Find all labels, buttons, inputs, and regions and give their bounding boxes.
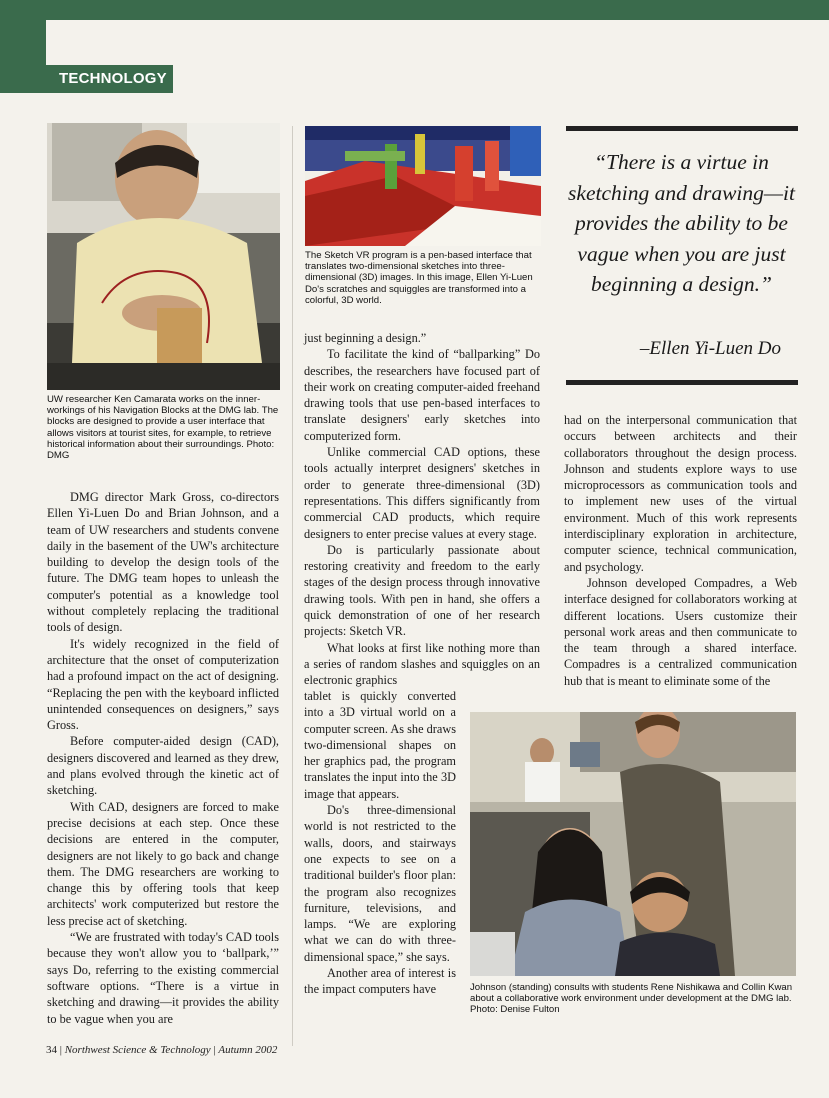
paragraph: Before computer-aided design (CAD), designers discovered and learned as they drew, and plans evolved through the kinetic act of sketching. [47,734,279,798]
photo-sketch-vr-caption: The Sketch VR program is a pen-based interface that translates two-dimensional sketches into three-dimensional (3D) images. In this image, Ellen Yi-Luen Do's scratches and squiggles are transformed into a colorful, 3D world. [305,250,533,306]
photo-lab-group [470,712,796,976]
paragraph: It's widely recognized in the field of architecture that the onset of computerization had a profound impact on the act of designing. “Replacing the pen with the keyboard inflicted unintended consequences on designers,” says Gross. [47,636,279,733]
paragraph: DMG director Mark Gross, co-directors Ellen Yi-Luen Do and Brian Johnson, and a team of UW researchers and students convene daily in the basement of the UW's architecture building to develop the design tools of the future. The DMG team hopes to unleash the computer's potential as a knowledge tool without completely replacing the traditional tools of design. [47,490,279,635]
pull-quote-attribution: –Ellen Yi-Luen Do [639,338,781,359]
paragraph: had on the interpersonal communication that occurs between architects and their collaborators throughout the design process. Johnson and students explore ways to use microprocessors as communication tools and to implement new uses of the virtual environment. Much of this work represents interdisciplinary exploration in architecture, computer science, technical communication, and psychology. [564,413,797,574]
pull-quote-text: “There is a virtue in sketching and drawing—it provides the ability to be vague when you are just beginning a design.” [568,150,795,296]
photo-researcher-image [47,123,280,390]
photo-lab-group-image [470,712,796,976]
pull-quote-top-rule [566,126,798,131]
paragraph: tablet is quickly converted into a 3D virtual world on a computer screen. As she draws two-dimensional shapes on her graphics pad, the program translates the input into the 3D image that appears. [304,689,456,801]
article-column-3 [564,412,797,689]
photo-sketch-vr [305,126,541,246]
paragraph: Johnson developed Compadres, a Web interface designed for collaborators working at different locations. Users customize their personal work areas and then communicate to the team through a shared interface. Compadres is a centralized communication hub that is meant to eliminate some of the [564,575,797,688]
section-tag: TECHNOLOGY [46,65,173,93]
issue-date: Autumn 2002 [218,1044,278,1056]
header-band-left [0,20,46,93]
footer-separator: | [213,1044,219,1056]
page-footer [46,1044,277,1056]
paragraph: What looks at first like nothing more than a series of random slashes and squiggles on an electronic graphics [304,640,540,688]
page-number: 34 [46,1044,57,1056]
paragraph: With CAD, designers are forced to make precise decisions at each step. Once these decisions are entered in the computer, designers are not likely to go back and change them. The DMG researchers are working to change this by offering tools that keep architects' work computerized but restore the less precise act of sketching. [47,799,279,928]
paragraph: Do's three-dimensional world is not restricted to the walls, doors, and stairways one expects to see on a traditional builder's floor plan: the program also recognizes furniture, televisions, and lamps. “We are exploring what we can do with three-dimensional space,” she says. [304,803,456,964]
photo-lab-group-caption: Johnson (standing) consults with students Rene Nishikawa and Collin Kwan about a collaborative work environment under development at the DMG lab. Photo: Denise Fulton [470,982,793,1016]
footer-separator: | [59,1044,65,1056]
paragraph: “We are frustrated with today's CAD tools because they won't allow you to ‘ballpark,’” says Do, referring to the existing commercial software options. “There is a virtue in sketching and drawing—it provides the ability to be vague when you are [47,930,279,1026]
article-column-2-narrow [304,688,456,998]
paragraph: To facilitate the kind of “ballparking” Do describes, the researchers have focused part of their work on creating computer-aided freehand drawing tools that use pen-based interfaces to translate designers' early sketches into computerized form. [304,347,540,443]
header-band [0,0,829,20]
article-column-1 [47,489,279,1027]
photo-researcher [47,123,280,390]
paragraph: Do is particularly passionate about restoring creativity and freedom to the early stages of the design process through innovative drawing tools. With pen in hand, she offers a quick demonstration of one of her research projects: Sketch VR. [304,542,540,639]
paragraph: Unlike commercial CAD options, these tools actually interpret designers' sketches in order to generate three-dimensional (3D) representations. This differs significantly from commercial CAD products, which require designers to enter precise values at every stage. [304,445,540,541]
article-column-2 [304,330,540,689]
photo-sketch-vr-image [305,126,541,246]
pull-quote-bottom-rule [566,380,798,385]
paragraph: just beginning a design.” [304,331,427,345]
photo-researcher-caption: UW researcher Ken Camarata works on the inner-workings of his Navigation Blocks at the DMG lab. The blocks are designed to provide a user interface that allows visitors at tourist sites, for example, to retrieve historical information about their surroundings. Photo: DMG [47,394,279,462]
paragraph: Another area of interest is the impact computers have [304,966,456,997]
column-divider [292,126,293,1046]
publication-name: Northwest Science & Technology [64,1044,211,1056]
